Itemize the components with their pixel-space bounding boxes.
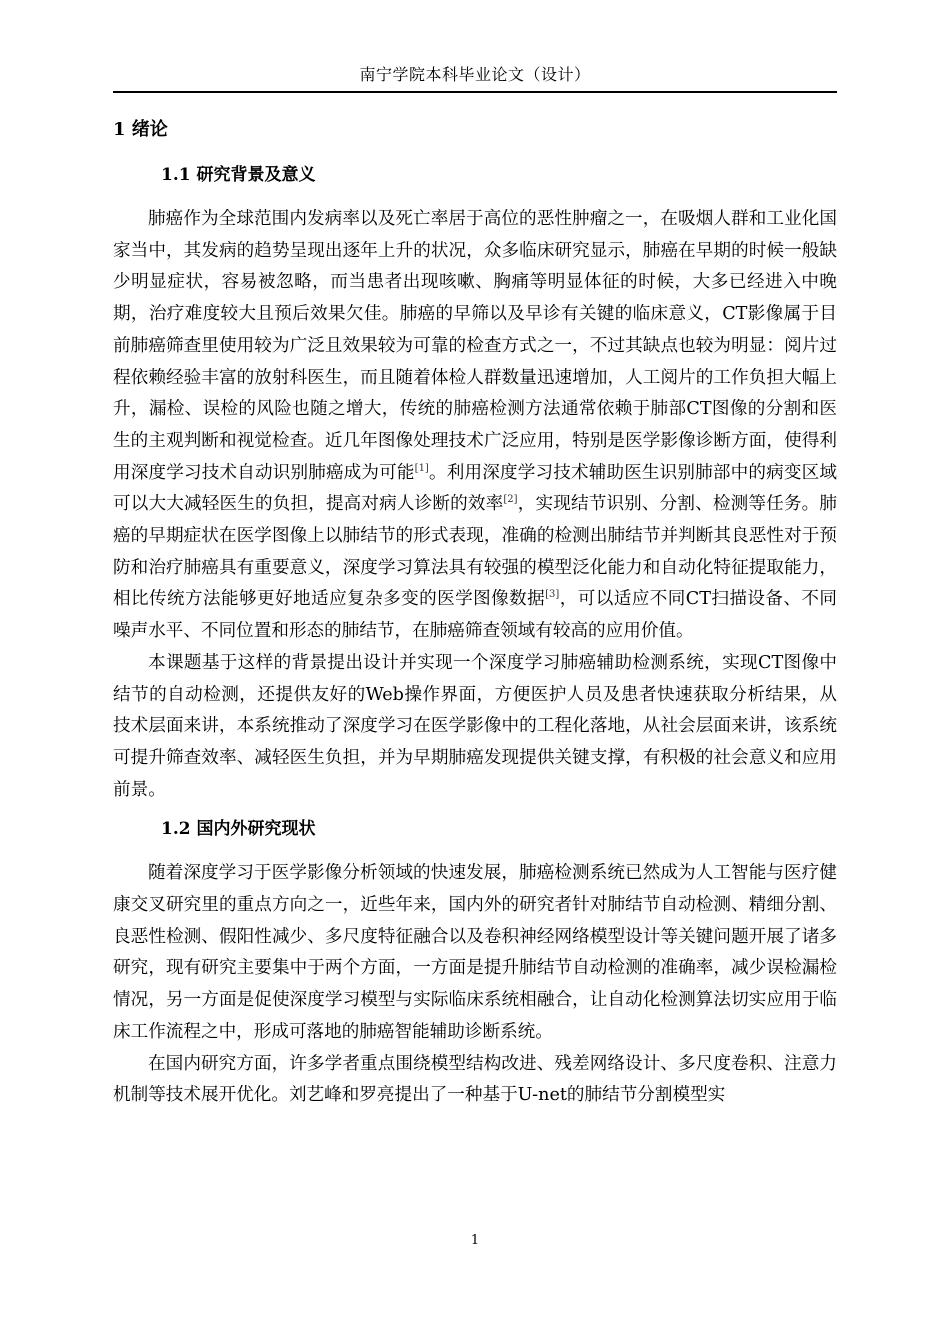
running-header: 南宁学院本科毕业论文（设计） xyxy=(359,65,591,84)
paragraph-text: 。利用深度学习技术辅助医生识别肺部中的病变区域可以大大减轻医生的负担，提高对病人诊断的效率 xyxy=(113,462,837,515)
citation-ref-1[interactable]: [1] xyxy=(414,462,429,474)
paragraph-research-status: 随着深度学习于医学影像分析领域的快速发展，肺癌检测系统已然成为人工智能与医疗健康交叉研究里的重点方向之一，近些年来，国内外的研究者针对肺结节自动检测、精细分割、良恶性检测、假阳性减少、多尺度特征融合以及卷积神经网络模型设计等关键问题开展了诸多研究，现有研究主要集中于两个方面，一方面是提升肺结节自动检测的准确率，减少误检漏检情况，另一方面是促使深度学习模型与实际临床系统相融合，让自动化检测算法切实应用于临床工作流程之中，形成可落地的肺癌智能辅助诊断系统。 xyxy=(113,863,837,1042)
citation-ref-3[interactable]: [3] xyxy=(545,589,560,601)
chapter-heading: 1 绪论 xyxy=(113,119,168,140)
citation-ref-2[interactable]: [2] xyxy=(503,494,518,506)
page-number: 1 xyxy=(470,1233,480,1248)
paragraph-background xyxy=(113,204,837,648)
paragraph-text: ，可以适应不同CT扫描设备、不同噪声水平、不同位置和形态的肺结节，在肺癌筛查领域有较高的应用价值。 xyxy=(113,589,837,642)
paragraph-text: ，实现结节识别、分割、检测等任务。肺癌的早期症状在医学图像上以肺结节的形式表现，准确的检测出肺结节并判断其良恶性对于预防和治疗肺癌具有重要意义，深度学习算法具有较强的模型泛化能力和自动化特征提取能力，相比传统方法能够更好地适应复杂多变的医学图像数据 xyxy=(113,494,837,610)
paragraph-significance: 本课题基于这样的背景提出设计并实现一个深度学习肺癌辅助检测系统，实现CT图像中结节的自动检测，还提供友好的Web操作界面，方便医护人员及患者快速获取分析结果，从技术层面来讲，本系统推动了深度学习在医学影像中的工程化落地，从社会层面来讲，该系统可提升筛查效率、减轻医生负担，并为早期肺癌发现提供关键支撑，有积极的社会意义和应用前景。 xyxy=(113,652,837,800)
paragraph-text: 肺癌作为全球范围内发病率以及死亡率居于高位的恶性肿瘤之一，在吸烟人群和工业化国家当中，其发病的趋势呈现出逐年上升的状况，众多临床研究显示，肺癌在早期的时候一般缺少明显症状，容易被忽略，而当患者出现咳嗽、胸痛等明显体征的时候，大多已经进入中晚期，治疗难度较大且预后效果欠佳。肺癌的早筛以及早诊有关键的临床意义，CT影像属于目前肺癌筛查里使用较为广泛且效果较为可靠的检查方式之一，不过其缺点也较为明显：阅片过程依赖经验丰富的放射科医生，而且随着体检人群数量迅速增加，人工阅片的工作负担大幅上升，漏检、误检的风险也随之增大，传统的肺癌检测方法通常依赖于肺部CT图像的分割和医生的主观判断和视觉检查。近几年图像处理技术广泛应用，特别是医学影像诊断方面，使得利用深度学习技术自动识别肺癌成为可能 xyxy=(113,209,837,483)
page-content xyxy=(113,112,837,1112)
section-heading-1-1: 1.1 研究背景及意义 xyxy=(161,165,316,185)
section-heading-1-2: 1.2 国内外研究现状 xyxy=(161,819,316,840)
paragraph-domestic-research: 在国内研究方面，许多学者重点围绕模型结构改进、残差网络设计、多尺度卷积、注意力机制等技术展开优化。刘艺峰和罗亮提出了一种基于U-net的肺结节分割模型实 xyxy=(113,1053,837,1106)
header-rule xyxy=(113,91,837,93)
